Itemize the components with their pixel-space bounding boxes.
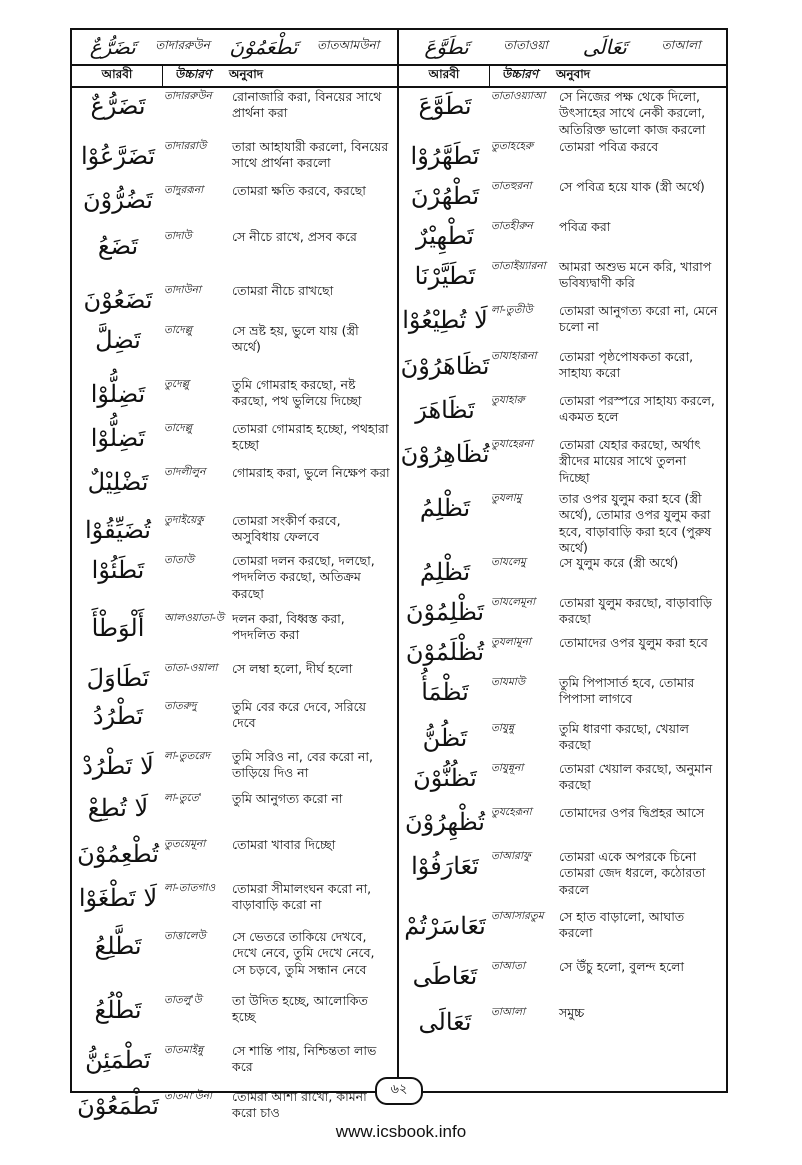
list-item — [399, 216, 726, 256]
pronunciation: তাতরুদু — [164, 700, 197, 712]
pronunciation: তুযাহেরনা — [491, 438, 533, 450]
meaning: সে ভ্রষ্ট হয়, ভুলে যায় (স্ত্রী অর্থে) — [232, 323, 359, 355]
arabic-word: تَظْمَأُ — [421, 678, 469, 706]
pronunciation: লা-তুতরেদ — [164, 750, 210, 762]
meaning: তুমি পিপাসার্ত হবে, তোমার পিপাসা লাগবে — [559, 675, 695, 707]
meaning: সমুচ্চ — [559, 1005, 585, 1020]
meaning: তা উদিত হচ্ছে, আলোকিত হচ্ছে — [232, 993, 368, 1025]
list-item — [72, 550, 397, 608]
pronunciation: তাদাররাউ — [164, 140, 207, 152]
pronunciation: তাআতা — [491, 960, 526, 972]
pronunciation: তাত্তালেউ — [164, 930, 206, 942]
meaning: তোমাদের ওপর দ্বিপ্রহর আসে — [559, 805, 705, 820]
meaning: তোমরা আনুগত্য করো না, মেনে চলো না — [559, 303, 718, 335]
meaning: তোমরা পবিত্র করবে — [559, 139, 659, 154]
list-item — [72, 510, 397, 550]
header-right — [399, 30, 726, 64]
pronunciation: তাযলেমু — [491, 556, 526, 568]
arabic-word: تَطْلُعُ — [94, 996, 142, 1024]
pronunciation: তাযুন্নূনা — [491, 762, 524, 774]
arabic-word: تَطْمَعُوْنَ — [77, 1092, 159, 1120]
list-item — [72, 926, 397, 990]
pronunciation: তাতমাইন্নু — [164, 1044, 204, 1056]
list-item — [399, 906, 726, 956]
list-item — [72, 180, 397, 226]
meaning: তার ওপর যুলুম করা হবে (স্ত্রী অর্থে), তোমার ওপর যুলুম করা হবে, বাড়াবাড়ি করা হবে (পুরুষ অর্থে) — [559, 491, 712, 555]
arabic-word: تَظَاهَرَ — [415, 396, 475, 424]
meaning: তোমরা একে অপরকে চিনো তোমরা জেদ ধরলে, কঠোরতা করলে — [559, 849, 706, 897]
pronunciation: তাদুররূনা — [164, 184, 204, 196]
pronunciation: তাদাররুউন — [164, 90, 212, 102]
meaning: সে শান্তি পায়, নিশ্চিন্ততা লাভ করে — [232, 1043, 377, 1075]
list-item — [72, 878, 397, 926]
header-right-arabic-1: تَطَوَّعَ — [424, 35, 469, 59]
pronunciation: তুযলামূনা — [491, 636, 531, 648]
list-item — [72, 86, 397, 136]
list-item — [399, 300, 726, 346]
arabic-word: تَطْهُرْنَ — [410, 182, 480, 210]
pronunciation: তাতাইয়্যারনা — [491, 260, 546, 272]
meaning: সে উঁচু হলো, বুলন্দ হলো — [559, 959, 685, 974]
pronunciation: তাতহীরুন — [491, 220, 533, 232]
list-item — [72, 374, 397, 418]
arabic-word: لَا تُطِيْعُوْا — [402, 306, 488, 334]
meaning: তোমরা আশা রাখো, কামনা করো চাও — [232, 1089, 367, 1121]
pronunciation: তুতয়েমূনা — [164, 838, 206, 850]
list-item — [72, 418, 397, 462]
list-item — [72, 658, 397, 696]
list-item — [72, 1040, 397, 1086]
col-meaning-header: অনুবাদ — [556, 67, 591, 81]
list-item — [399, 552, 726, 592]
arabic-word: تَضِلَّ — [95, 326, 141, 354]
arabic-word: تَعَارَفُوْا — [411, 852, 479, 880]
footer-url[interactable]: www.icsbook.info — [335, 1122, 467, 1141]
arabic-word: تَظْلِمُوْنَ — [405, 598, 485, 626]
pronunciation: আলওয়াতা-উ — [164, 612, 224, 624]
meaning: তোমরা ক্ষতি করবে, করছো — [232, 183, 366, 198]
list-item — [399, 758, 726, 802]
arabic-word: تَطْهِيْرٌ — [416, 222, 474, 250]
header-left-bengali-2: তাতআমউনা — [317, 38, 380, 52]
arabic-word: تُضَيِّقُوْا — [85, 516, 151, 544]
pronunciation: তাযলেমূনা — [491, 596, 536, 608]
meaning: তোমরা খেয়াল করছো, অনুমান করছো — [559, 761, 713, 793]
pronunciation: তাআলা — [491, 1006, 526, 1018]
meaning: তোমরা নীচে রাখছো — [232, 283, 334, 298]
list-item — [399, 956, 726, 1002]
meaning: সে লম্বা হলো, দীর্ঘ হলো — [232, 661, 353, 676]
arabic-word: تَضِلُّوْا — [90, 380, 146, 408]
arabic-word: تَضُرُّوْنَ — [83, 186, 153, 214]
meaning: সে নিজের পক্ষ থেকে দিলো, উৎসাহের সাথে নেকী করলো, অতিরিক্ত ভালো কাজ করলো — [559, 89, 706, 137]
list-item — [399, 802, 726, 846]
pronunciation: তাআরাফু — [491, 850, 531, 862]
list-item — [399, 592, 726, 632]
list-item — [72, 608, 397, 658]
header-left-arabic-1: تَضَرُّعٌ — [89, 35, 136, 59]
pronunciation: তুযহেরূনা — [491, 806, 532, 818]
arabic-word: تَطَئُوْا — [91, 556, 145, 584]
list-item — [399, 390, 726, 434]
list-item — [399, 632, 726, 672]
arabic-word: تَطَوَّعَ — [418, 92, 472, 120]
pronunciation: তুযলামু — [491, 492, 522, 504]
header-left-bengali-1: তাদাররুউন — [155, 38, 210, 52]
meaning: পবিত্র করা — [559, 219, 611, 234]
arabic-word: أَلْوَطْأَ — [91, 614, 145, 642]
pronunciation: তাদেল্লু — [164, 324, 193, 336]
pronunciation: তাআসারতুম — [491, 910, 544, 922]
arabic-word: تُطْعِمُوْنَ — [77, 840, 159, 868]
pronunciation: তাতা-ওয়ালা — [164, 662, 218, 674]
pronunciation: তাদাউ — [164, 230, 192, 242]
meaning: গোমরাহ করা, ভুলে নিক্ষেপ করা — [232, 465, 390, 480]
pronunciation: তাযুন্নু — [491, 722, 514, 734]
pronunciation: তাতাওয়্যাআ — [491, 90, 546, 102]
page-frame — [70, 28, 728, 1121]
pronunciation: তাযাহারূনা — [491, 350, 537, 362]
pronunciation: তাযমাউ — [491, 676, 526, 688]
arabic-word: لَا تَطْغَوْا — [78, 884, 158, 912]
arabic-word: تَطَهَّرُوْا — [410, 142, 480, 170]
list-item — [399, 672, 726, 718]
arabic-word: تَطَيَّرْنَا — [414, 262, 476, 290]
meaning: তুমি সরিও না, বের করো না, তাড়িয়ে দিও না — [232, 749, 373, 781]
pronunciation: তাতাউ — [164, 554, 195, 566]
col-pron-header: উচ্চারণ — [174, 67, 212, 81]
column-headers — [72, 64, 726, 88]
arabic-word: تَعَاطَى — [412, 962, 478, 990]
arabic-word: تَظْلِمُ — [419, 558, 471, 586]
arabic-word: تَضْلِيْلٌ — [87, 468, 149, 496]
list-item — [72, 462, 397, 510]
list-item — [72, 280, 397, 320]
meaning: তারা আহাযারী করলো, বিনয়ের সাথে প্রার্থনা করলো — [232, 139, 389, 171]
pronunciation: তাদাউনা — [164, 284, 201, 296]
pronunciation: তাতলু'উ — [164, 994, 202, 1006]
list-item — [72, 320, 397, 374]
meaning: তোমরা পৃষ্ঠপোষকতা করো, সাহায্য করো — [559, 349, 694, 381]
list-item — [399, 176, 726, 216]
arabic-word: تَطْمَئِنُّ — [85, 1046, 151, 1074]
pronunciation: তাদলীলুন — [164, 466, 206, 478]
col-meaning-header: অনুবাদ — [229, 67, 264, 81]
meaning: সে যুলুম করে (স্ত্রী অর্থে) — [559, 555, 679, 570]
meaning: তোমরা যেহার করছো, অর্থাৎ স্ত্রীদের মায়ের সাথে তুলনা দিচ্ছো — [559, 437, 701, 485]
meaning: সে হাত বাড়ালো, আঘাত করলো — [559, 909, 685, 941]
arabic-word: تُظْهِرُوْنَ — [405, 808, 485, 836]
arabic-word: تَطَّلِعُ — [94, 932, 142, 960]
pronunciation: লা-তাতগাও — [164, 882, 216, 894]
list-item — [72, 990, 397, 1040]
meaning: তুমি বের করে দেবে, সরিয়ে দেবে — [232, 699, 367, 731]
list-item — [72, 746, 397, 788]
pronunciation: তুযাহারু — [491, 394, 525, 406]
right-column — [399, 86, 726, 1091]
pronunciation: লা-তুতে' — [164, 792, 202, 804]
list-item — [399, 1002, 726, 1046]
list-item — [399, 256, 726, 300]
meaning: তোমরা সীমালংঘন করো না, বাড়াবাড়ি করো না — [232, 881, 372, 913]
column-headers-left — [72, 64, 399, 86]
meaning: তোমরা যুলুম করছো, বাড়াবাড়ি করছো — [559, 595, 712, 627]
header-left-arabic-2: تَطْعَمُوْنَ — [229, 35, 298, 59]
glossary-body — [72, 86, 726, 1121]
list-item — [399, 86, 726, 136]
meaning: তোমরা পরস্পরে সাহায্য করলে, একমত হলে — [559, 393, 715, 425]
arabic-word: تَظُنُّوْنَ — [413, 764, 477, 792]
arabic-word: تَعَالَى — [418, 1008, 472, 1036]
arabic-word: تَضَرَّعُوْا — [80, 142, 156, 170]
pronunciation: তাদেল্লু — [164, 422, 193, 434]
pronunciation: তুদেল্লু — [164, 378, 190, 390]
list-item — [399, 136, 726, 176]
meaning: রোনাজারি করা, বিনয়ের সাথে প্রার্থনা করা — [232, 89, 382, 121]
list-item — [72, 788, 397, 834]
header-left — [72, 30, 399, 64]
header-right-arabic-2: تَعَالَى — [582, 35, 627, 59]
meaning: তোমরা গোমরাহ হচ্ছো, পথহারা হচ্ছো — [232, 421, 389, 453]
list-item — [399, 718, 726, 758]
meaning: দলন করা, বিধ্বস্ত করা, পদদলিত করা — [232, 611, 345, 643]
arabic-word: تَظْلِمُ — [419, 494, 471, 522]
pronunciation: তুদাইয়েকু — [164, 514, 204, 526]
list-item — [72, 136, 397, 180]
arabic-word: تَظُنُّ — [422, 724, 468, 752]
list-item — [399, 846, 726, 906]
col-arabic-header: আরবী — [72, 64, 163, 86]
meaning: তুমি গোমরাহ করছো, নষ্ট করছো, পথ ভুলিয়ে দিচ্ছো — [232, 377, 362, 409]
meaning: তুমি আনুগত্য করো না — [232, 791, 343, 806]
column-headers-right — [399, 64, 726, 86]
col-arabic-header: আরবী — [399, 64, 490, 86]
arabic-word: لَا تُطِعْ — [87, 794, 149, 822]
arabic-word: تُظْلَمُوْنَ — [405, 638, 485, 666]
arabic-word: تَطْرُدُ — [92, 702, 144, 730]
arabic-word: تُظَاهِرُوْنَ — [400, 440, 490, 468]
meaning: সে পবিত্র হয়ে যাক (স্ত্রী অর্থে) — [559, 179, 705, 194]
list-item — [72, 696, 397, 746]
list-item — [399, 346, 726, 390]
arabic-word: تَضَعُ — [97, 232, 139, 260]
meaning: আমরা অশুভ মনে করি, খারাপ ভবিষ্যদ্বাণী করি — [559, 259, 712, 291]
header-right-bengali-1: তাতাওয়া — [503, 38, 548, 52]
arabic-word: تَضِلُّوْا — [90, 424, 146, 452]
list-item — [399, 488, 726, 555]
arabic-word: تَضَعُوْنَ — [83, 286, 153, 314]
meaning: সে নীচে রাখে, প্রসব করে — [232, 229, 357, 244]
list-item — [399, 434, 726, 488]
pronunciation: তাতহুরনা — [491, 180, 532, 192]
arabic-word: تَضَرُّعٌ — [90, 92, 146, 120]
header-right-bengali-2: তাআলা — [661, 38, 701, 52]
list-item — [72, 226, 397, 280]
arabic-word: تَظَاهَرُوْنَ — [400, 352, 490, 380]
arabic-word: لَا تَطْرُدْ — [82, 752, 154, 780]
meaning: তোমরা খাবার দিচ্ছো — [232, 837, 336, 852]
running-header — [72, 30, 726, 66]
list-item — [72, 834, 397, 878]
pronunciation: তাতমা'উনা — [164, 1090, 213, 1102]
pronunciation: লা-তুতীউ — [491, 304, 533, 316]
page-number: ৬২ — [375, 1077, 423, 1105]
pronunciation: তুতাহহেরু — [491, 140, 534, 152]
meaning: তোমাদের ওপর যুলুম করা হবে — [559, 635, 708, 650]
col-pron-header: উচ্চারণ — [501, 67, 539, 81]
meaning: তোমরা সংকীর্ণ করবে, অসুবিধায় ফেলবে — [232, 513, 341, 545]
meaning: তুমি ধারণা করছো, খেয়াল করছো — [559, 721, 689, 753]
meaning: সে ভেতরে তাকিয়ে দেখবে, দেখে নেবে, তুমি দেখে নেবে, সে চড়বে, তুমি সন্ধান নেবে — [232, 929, 375, 977]
arabic-word: تَطَاوَلَ — [86, 664, 150, 692]
meaning: তোমরা দলন করছো, দলছো, পদদলিত করছো, অতিক্রম করছো — [232, 553, 375, 601]
arabic-word: تَعَاسَرْتُمْ — [404, 912, 486, 940]
